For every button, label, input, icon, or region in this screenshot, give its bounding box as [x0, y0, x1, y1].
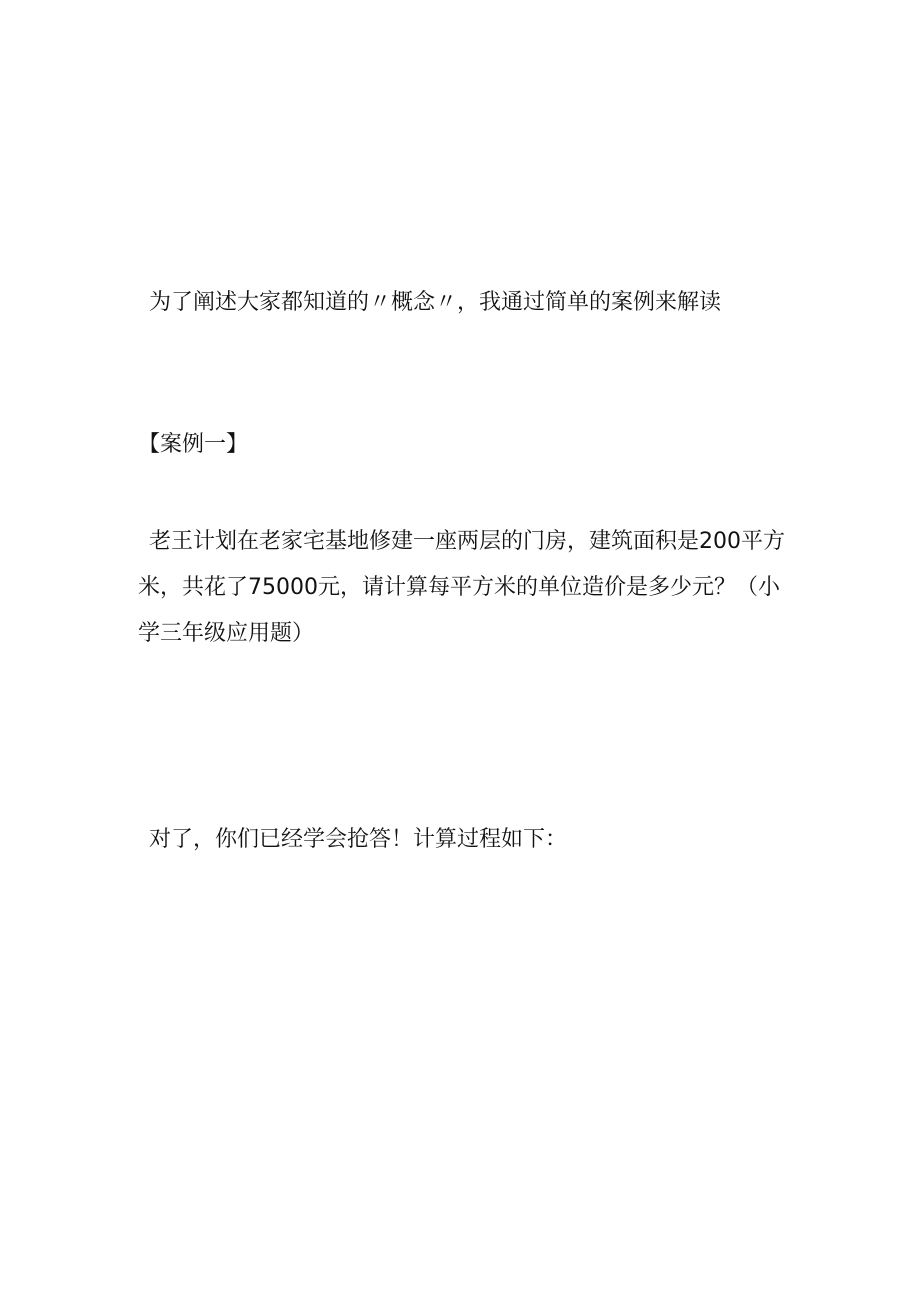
case-problem-paragraph: 老王计划在老家宅基地修建一座两层的门房，建筑面积是200平方米，共花了75000元，请计算每平方米的单位造价是多少元？（小学三年级应用题）: [138, 529, 785, 646]
case-heading: 【案例一】: [138, 432, 249, 457]
answer-intro-paragraph: 对了，你们已经学会抢答！计算过程如下：: [149, 827, 568, 852]
intro-paragraph: 为了阐述大家都知道的〃概念〃，我通过简单的案例来解读: [149, 290, 722, 315]
